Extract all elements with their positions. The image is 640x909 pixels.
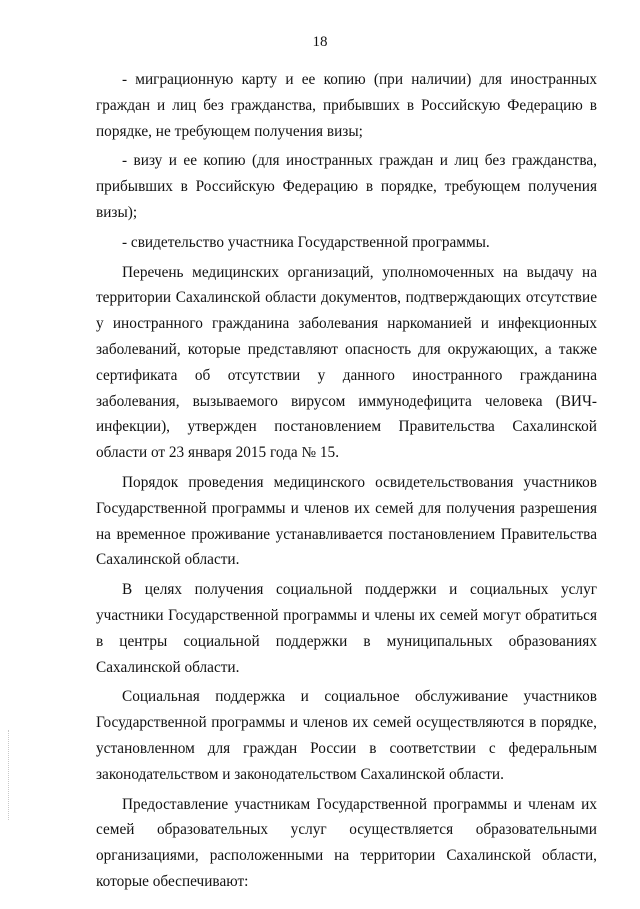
- paragraph-medical-examination: Порядок проведения медицинского освидетельствования участников Государственной программы и членов их семей для получения разрешения на временное проживание устанавливается постановлением Правительства Сахалинской области.: [96, 473, 597, 569]
- paragraph-medical-organizations: Перечень медицинских организаций, уполномоченных на выдачу на территории Сахалинской области документов, подтверждающих отсутствие у иностранного гражданина заболевания наркоманией и инфекционных заболеваний, которые представляют опасность для окружающих, а также сертификата об отсутствии у данного иностранного гражданина заболевания, вызываемого вирусом иммунодефицита человека (ВИЧ-инфекции), утвержден постановлением Правительства Сахалинской области от 23 января 2015 года № 15.: [96, 263, 597, 462]
- page-number: 18: [312, 34, 328, 50]
- paragraph-social-support-centers: В целях получения социальной поддержки и социальных услуг участники Государственной программы и члены их семей могут обратиться в центры социальной поддержки в муниципальных образованиях Сахалинской области.: [96, 581, 597, 676]
- scan-margin-mark: [8, 730, 11, 820]
- list-item-migration-card: - миграционную карту и ее копию (при наличии) для иностранных граждан и лиц без гражданства, прибывших в Российскую Федерацию в порядке, не требующем получения визы;: [96, 71, 597, 140]
- paragraph-educational-services: Предоставление участникам Государственной программы и членам их семей образовательных услуг осуществляется образовательными организациями, расположенными на территории Сахалинской области, которые обеспечивают:: [96, 795, 597, 890]
- paragraph-social-services: Социальная поддержка и социальное обслуживание участников Государственной программы и членов их семей осуществляются в порядке, установленном для граждан России в соответствии с федеральным законодательством и законодательством Сахалинской области.: [96, 688, 597, 783]
- document-body: [96, 67, 597, 899]
- list-item-visa: - визу и ее копию (для иностранных граждан и лиц без гражданства, прибывших в Российскую Федерацию в порядке, требующем получения визы);: [96, 152, 597, 221]
- list-item-participant-certificate: - свидетельство участника Государственной программы.: [122, 233, 490, 251]
